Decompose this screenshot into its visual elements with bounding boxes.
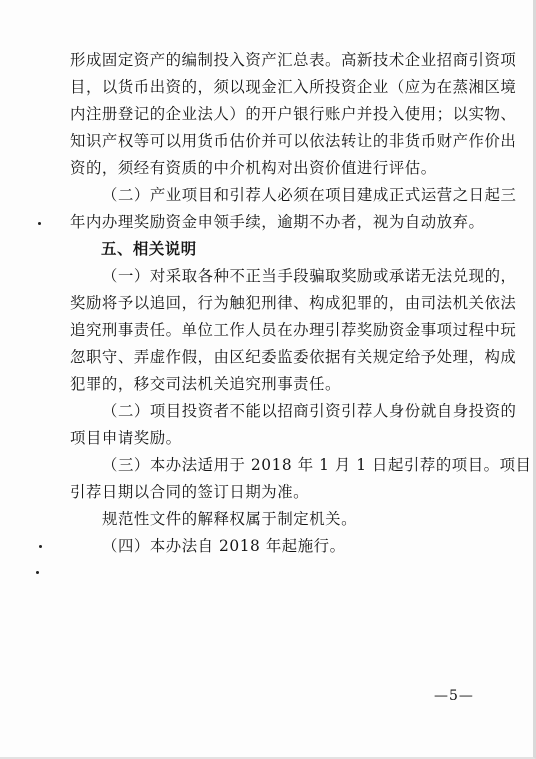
body-text-line: 追究刑事责任。单位工作人员在办理引荐奖励资金事项过程中玩 bbox=[70, 321, 517, 339]
body-text-line: 知识产权等可以用货币估价并可以依法转让的非货币财产作价出 bbox=[70, 132, 517, 150]
paragraph-first-line: （三）本办法适用于 2018 年 1 月 1 日起引荐的项目。项目 bbox=[102, 456, 532, 474]
body-text-line: 资的，须经有资质的中介机构对出资价值进行评估。 bbox=[70, 159, 437, 177]
page-number: —5— bbox=[434, 688, 474, 704]
section-heading: 五、相关说明 bbox=[101, 240, 197, 258]
scan-speck bbox=[36, 571, 39, 574]
scan-speck bbox=[38, 222, 41, 225]
paragraph-first-line: （二）产业项目和引荐人必须在项目建成正式运营之日起三 bbox=[102, 186, 517, 204]
body-text-line: 忽职守、弄虚作假，由区纪委监委依据有关规定给予处理，构成 bbox=[70, 348, 517, 366]
body-text-line: 奖励将予以追回，行为触犯刑律、构成犯罪的，由司法机关依法 bbox=[70, 294, 517, 312]
scan-speck bbox=[39, 545, 42, 548]
body-text-line: 项目申请奖励。 bbox=[70, 429, 182, 447]
body-text-line: 引荐日期以合同的签订日期为准。 bbox=[70, 483, 310, 501]
body-text-line: 形成固定资产的编制投入资产汇总表。高新技术企业招商引资项 bbox=[70, 51, 517, 69]
body-text-line: 年内办理奖励资金申领手续，逾期不办者，视为自动放弃。 bbox=[70, 213, 485, 231]
body-text-line: 犯罪的，移交司法机关追究刑事责任。 bbox=[70, 375, 341, 393]
paragraph-first-line: （二）项目投资者不能以招商引资引荐人身份就自身投资的 bbox=[102, 402, 517, 420]
body-text-line: 内注册登记的企业法人）的开户银行账户并投入使用；以实物、 bbox=[70, 105, 517, 123]
body-text-line: 目，以货币出资的，须以现金汇入所投资企业（应为在蒸湘区境 bbox=[70, 78, 517, 96]
paragraph-first-line: （四）本办法自 2018 年起施行。 bbox=[102, 537, 346, 555]
body-text-line: 规范性文件的解释权属于制定机关。 bbox=[102, 510, 358, 528]
paragraph-first-line: （一）对采取各种不正当手段骗取奖励或承诺无法兑现的， bbox=[102, 267, 517, 285]
